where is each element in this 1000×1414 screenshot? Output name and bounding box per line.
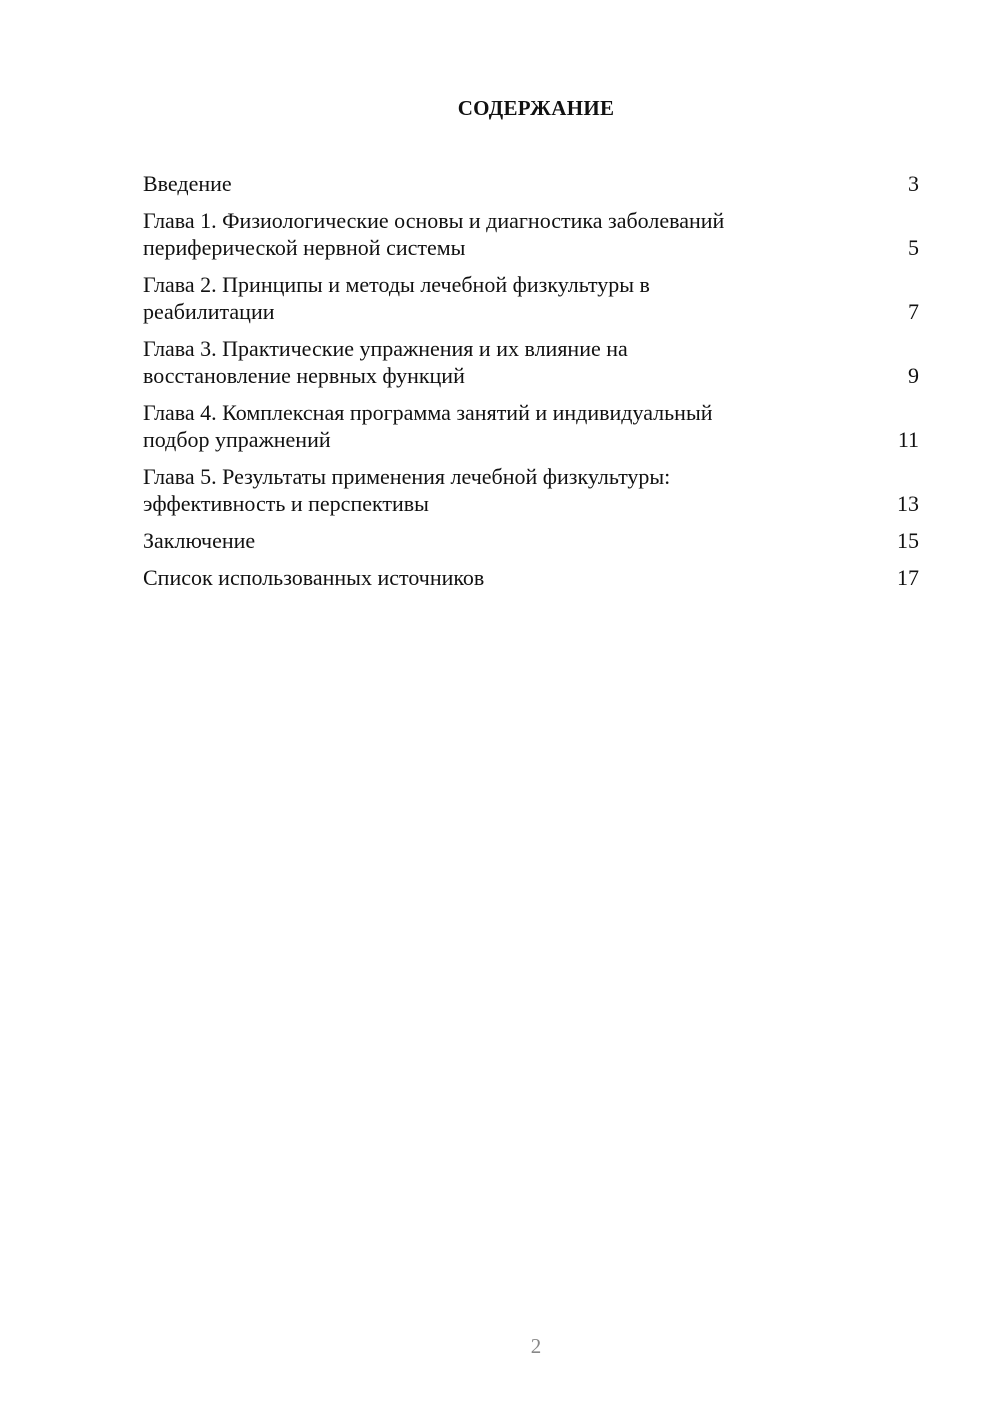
toc-entry-chapter-2 [143, 271, 919, 325]
toc-entry-page: 11 [897, 427, 919, 452]
page-title: СОДЕРЖАНИЕ [457, 96, 615, 120]
toc-entry-text: Введение [143, 171, 232, 196]
toc-entry-introduction [143, 170, 919, 197]
toc-entry-text: Список использованных источников [143, 565, 485, 590]
toc-entry-conclusion [143, 527, 919, 554]
toc-entry-page: 3 [908, 171, 919, 196]
page-number: 2 [530, 1334, 542, 1358]
toc-entry-page: 9 [908, 363, 919, 388]
toc-entry-text: Глава 2. Принципы и методы лечебной физкультуры в реабилитации [143, 272, 650, 324]
toc-entry-references [143, 564, 919, 591]
toc-entry-page: 13 [897, 491, 919, 516]
table-of-contents [143, 170, 919, 601]
toc-entry-page: 5 [908, 235, 919, 260]
toc-entry-page: 7 [908, 299, 919, 324]
toc-entry-text: Заключение [143, 528, 256, 553]
toc-entry-chapter-1 [143, 207, 919, 261]
toc-entry-chapter-5 [143, 463, 919, 517]
toc-entry-page: 17 [897, 565, 919, 590]
toc-entry-text: Глава 5. Результаты применения лечебной физкультуры: эффективность и перспективы [143, 464, 671, 516]
toc-entry-text: Глава 4. Комплексная программа занятий и индивидуальный подбор упражнений [143, 400, 713, 452]
toc-entry-text: Глава 3. Практические упражнения и их влияние на восстановление нервных функций [143, 336, 628, 388]
toc-entry-chapter-3 [143, 335, 919, 389]
toc-entry-text: Глава 1. Физиологические основы и диагностика заболеваний периферической нервной системы [143, 208, 725, 260]
toc-entry-chapter-4 [143, 399, 919, 453]
toc-entry-page: 15 [897, 528, 919, 553]
